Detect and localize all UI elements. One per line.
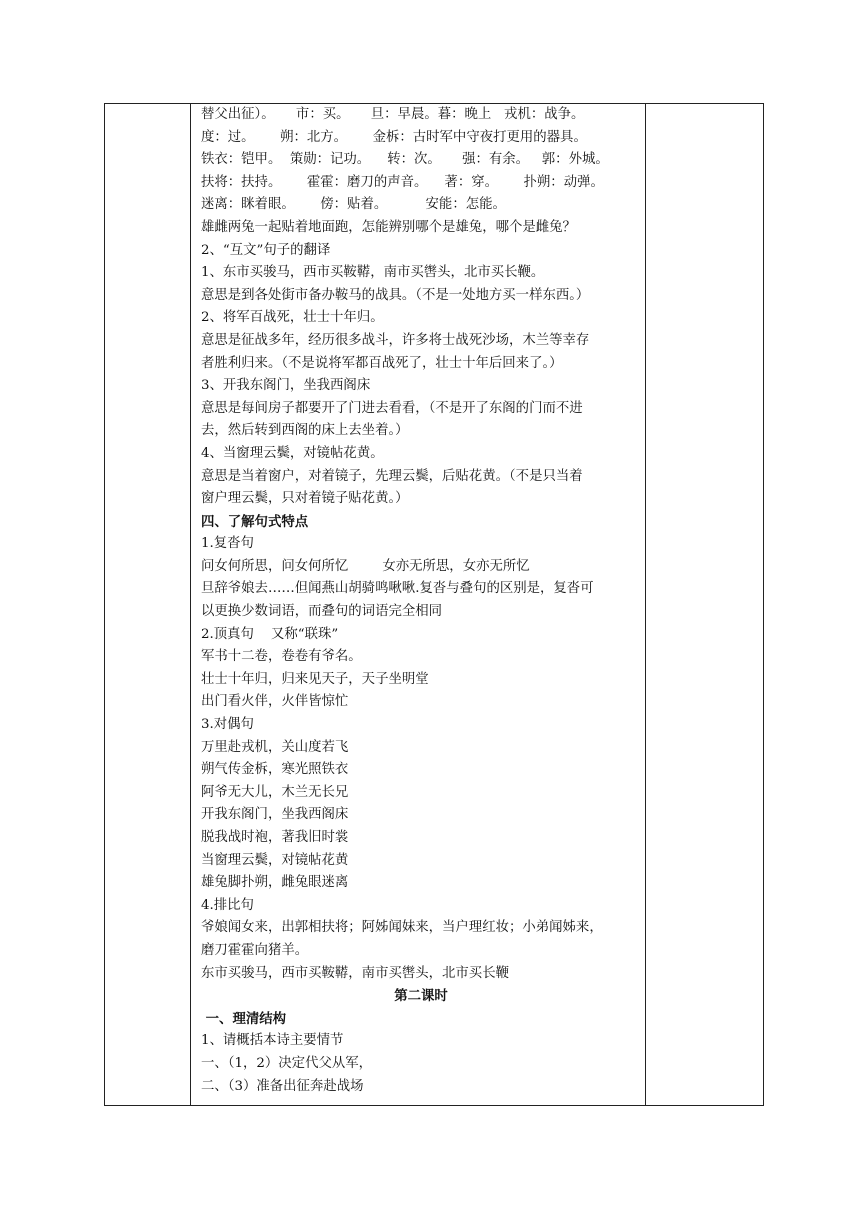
text-line: 一、（1，2）决定代父从军， [201,1055,373,1071]
text-line: 问女何所思，问女何所忆 女亦无所思，女亦无所忆 [201,558,530,574]
text-line: 2、将军百战死，壮士十年归。 [201,310,384,326]
text-line: 1、请概括本诗主要情节 [201,1033,344,1049]
text-line: 以更换少数词语，而叠句的词语完全相同 [201,604,443,620]
text-line: 二、（3）准备出征奔赴战场 [201,1078,364,1094]
column-divider-right [645,104,646,1105]
text-line: 当窗理云鬓，对镜帖花黄 [201,852,349,868]
text-line: 1、东市买骏马，西市买鞍鞯，南市买辔头，北市买长鞭。 [201,265,545,281]
text-line: 朔气传金柝，寒光照铁衣 [201,762,349,778]
text-line: 雄雌两兔一起贴着地面跑，怎能辨别哪个是雄兔，哪个是雌兔？ [201,219,576,235]
section-heading: 四、了解句式特点 [201,513,309,530]
text-line: 意思是到各处街市备办鞍马的战具。（不是一处地方买一样东西。） [201,287,590,303]
column-divider-left [190,104,191,1105]
text-line: 3.对偶句 [201,717,254,733]
text-line: 1.复沓句 [201,536,254,552]
lesson-content-cell [201,104,641,1098]
text-line: 2.顶真句 又称“联珠” [201,626,339,642]
text-line: 爷娘闻女来，出郭相扶将；阿姊闻妹来，当户理红妆；小弟闻姊来， [201,920,603,936]
text-line: 出门看火伴，火伴皆惊忙 [201,694,349,710]
text-line: 雄兔脚扑朔，雌兔眼迷离 [201,875,349,891]
text-line: 意思是每间房子都要开了门进去看看，（不是开了东阁的门而不进 [201,400,583,416]
text-line: 军书十二卷，卷卷有爷名。 [201,649,362,665]
text-line: 窗户理云鬓，只对着镜子贴花黄。） [201,491,409,507]
text-line: 2、“互文”句子的翻译 [201,242,331,258]
text-line: 脱我战时袍，著我旧时裳 [201,830,349,845]
text-line: 意思是征战多年，经历很多战斗，许多将士战死沙场，木兰等幸存 [201,332,590,348]
text-line: 东市买骏马，西市买鞍鞯，南市买辔头，北市买长鞭 [201,965,509,981]
text-line: 4.排比句 [201,897,254,913]
section-heading: 一、理清结构 [201,1010,287,1027]
text-line: 度：过。 朔：北方。 金柝：古时军中守夜打更用的器具。 [201,129,587,145]
text-line: 阿爷无大儿，木兰无长兄 [201,784,349,800]
text-line: 迷离：眯着眼。 傍：贴着。 安能：怎能。 [201,197,506,213]
text-line: 去，然后转到西阁的床上去坐着。） [201,423,409,439]
text-line: 3、开我东阁门，坐我西阁床 [201,378,371,394]
text-line: 磨刀霍霍向猪羊。 [201,942,309,958]
text-line: 旦辞爷娘去……但闻燕山胡骑鸣啾啾.复沓与叠句的区别是，复沓可 [201,581,594,597]
text-line: 壮士十年归，归来见天子，天子坐明堂 [201,671,429,687]
section-heading: 第二课时 [394,988,448,1005]
lesson-table [104,103,764,1106]
text-line: 开我东阁门，坐我西阁床 [201,807,349,823]
text-line: 替父出征）。 市：买。 旦：早晨。暮：晚上 戎机：战争。 [201,107,585,122]
text-line: 铁衣：铠甲。 策勋：记功。 转：次。 强：有余。 郭：外城。 [201,152,609,168]
text-line: 扶将：扶持。 霍霍：磨刀的声音。 著：穿。 扑朔：动弹。 [201,174,604,190]
text-line: 4、当窗理云鬓，对镜帖花黄。 [201,445,384,461]
text-line: 万里赴戎机，关山度若飞 [201,739,349,755]
text-line: 意思是当着窗户，对着镜子，先理云鬓，后贴花黄。（不是只当着 [201,468,583,484]
text-line: 者胜利归来。（不是说将军都百战死了，壮士十年后回来了。） [201,355,563,371]
